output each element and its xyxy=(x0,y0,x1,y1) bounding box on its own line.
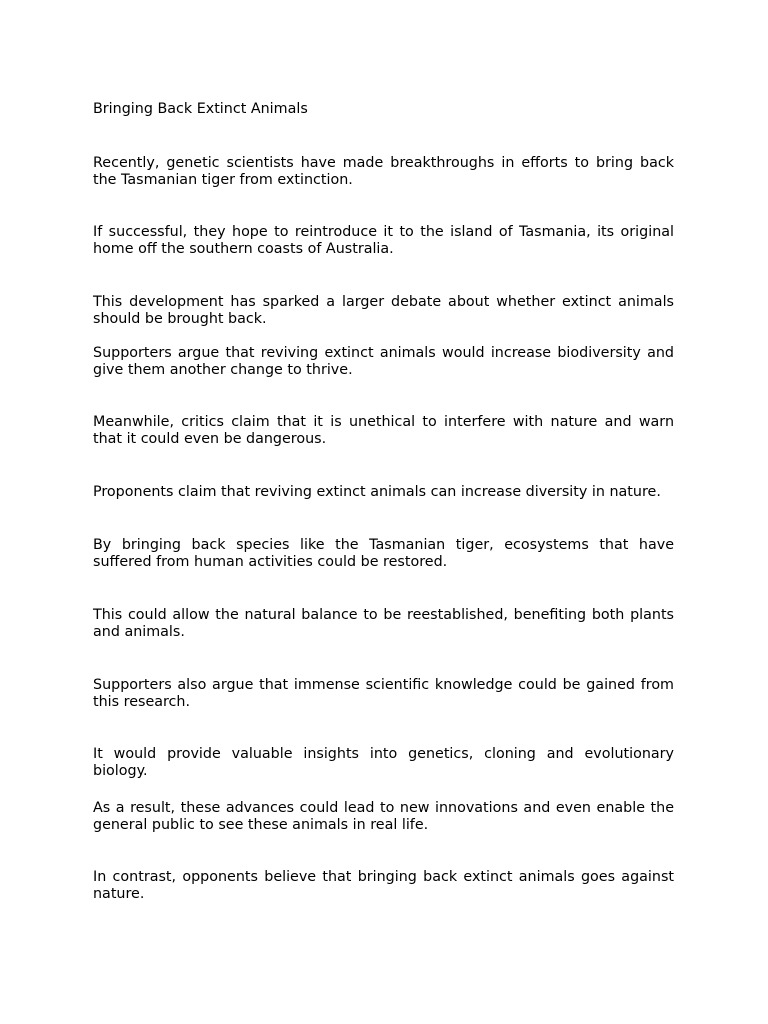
paragraph-12: In contrast, opponents believe that bringing back extinct animals goes against nature. xyxy=(93,869,674,902)
paragraph-3: This development has sparked a larger debate about whether extinct animals should be brought back. xyxy=(93,294,674,327)
paragraph-5: Meanwhile, critics claim that it is unethical to interfere with nature and warn that it could even be dangerous. xyxy=(93,414,674,447)
paragraph-2: If successful, they hope to reintroduce it to the island of Tasmania, its original home off the southern coasts of Australia. xyxy=(93,224,674,257)
paragraph-6: Proponents claim that reviving extinct animals can increase diversity in nature. xyxy=(93,484,661,500)
paragraph-8: This could allow the natural balance to be reestablished, benefiting both plants and animals. xyxy=(93,607,674,640)
paragraph-9: Supporters also argue that immense scientific knowledge could be gained from this research. xyxy=(93,677,674,710)
paragraph-10: It would provide valuable insights into genetics, cloning and evolutionary biology. xyxy=(93,746,674,779)
document-title: Bringing Back Extinct Animals xyxy=(93,101,308,117)
paragraph-11: As a result, these advances could lead to new innovations and even enable the general public to see these animals in real life. xyxy=(93,800,674,833)
paragraph-4: Supporters argue that reviving extinct animals would increase biodiversity and give them another change to thrive. xyxy=(93,345,674,378)
paragraph-7: By bringing back species like the Tasmanian tiger, ecosystems that have suffered from human activities could be restored. xyxy=(93,537,674,570)
paragraph-1: Recently, genetic scientists have made breakthroughs in efforts to bring back the Tasmanian tiger from extinction. xyxy=(93,155,674,188)
